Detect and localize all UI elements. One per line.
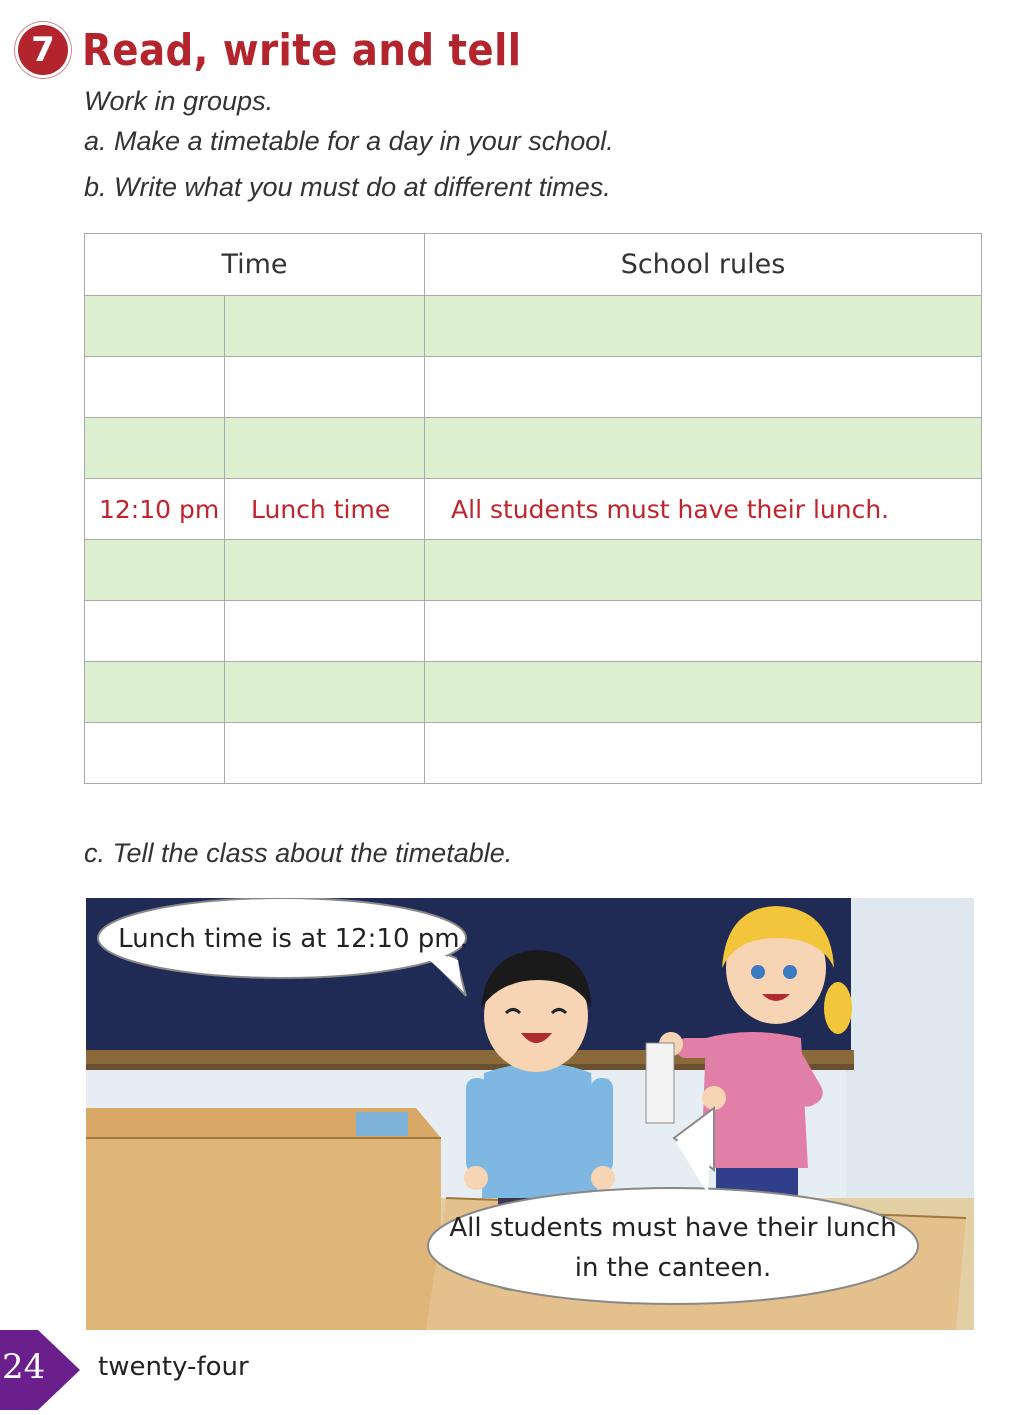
timetable-header-row bbox=[85, 234, 982, 296]
boy-speech-text: Lunch time is at 12:10 pm. bbox=[118, 924, 468, 954]
table-row bbox=[85, 601, 982, 662]
rule-cell[interactable] bbox=[425, 357, 982, 418]
table-row bbox=[85, 296, 982, 357]
instruction-b: b. Write what you must do at different times. bbox=[84, 172, 611, 202]
time-cell[interactable] bbox=[85, 662, 225, 723]
rule-cell[interactable] bbox=[425, 296, 982, 357]
activity-cell[interactable] bbox=[225, 723, 425, 784]
girl-speech-text-line2: in the canteen. bbox=[574, 1253, 772, 1283]
exercise-header bbox=[18, 22, 581, 78]
example-rule-cell: All students must have their lunch. bbox=[425, 479, 982, 540]
activity-cell[interactable] bbox=[225, 662, 425, 723]
rule-cell[interactable] bbox=[425, 601, 982, 662]
exercise-title: Read, write and tell bbox=[82, 24, 522, 76]
table-row bbox=[85, 418, 982, 479]
classroom-illustration bbox=[86, 898, 974, 1330]
instruction-a: a. Make a timetable for a day in your school. bbox=[84, 126, 614, 156]
example-activity-cell: Lunch time bbox=[225, 479, 425, 540]
activity-cell[interactable] bbox=[225, 296, 425, 357]
exercise-number-badge: 7 bbox=[18, 25, 68, 75]
table-row bbox=[85, 540, 982, 601]
girl-speech-text-line1: All students must have their lunch bbox=[449, 1213, 897, 1243]
school-rules-column-header: School rules bbox=[425, 234, 982, 296]
example-time-cell: 12:10 pm bbox=[85, 479, 225, 540]
rule-cell[interactable] bbox=[425, 540, 982, 601]
activity-cell[interactable] bbox=[225, 418, 425, 479]
table-row bbox=[85, 357, 982, 418]
page-number-word: twenty-four bbox=[98, 1352, 249, 1382]
time-cell[interactable] bbox=[85, 296, 225, 357]
instruction-c: c. Tell the class about the timetable. bbox=[84, 838, 513, 868]
time-cell[interactable] bbox=[85, 601, 225, 662]
page-number: 24 bbox=[2, 1347, 46, 1387]
activity-cell[interactable] bbox=[225, 540, 425, 601]
time-column-header: Time bbox=[85, 234, 425, 296]
table-row-example bbox=[85, 479, 982, 540]
rule-cell[interactable] bbox=[425, 418, 982, 479]
table-row bbox=[85, 662, 982, 723]
instruction-work-in-groups: Work in groups. bbox=[84, 86, 274, 116]
time-cell[interactable] bbox=[85, 357, 225, 418]
rule-cell[interactable] bbox=[425, 662, 982, 723]
timetable bbox=[84, 233, 982, 784]
rule-cell[interactable] bbox=[425, 723, 982, 784]
time-cell[interactable] bbox=[85, 540, 225, 601]
activity-cell[interactable] bbox=[225, 601, 425, 662]
time-cell[interactable] bbox=[85, 723, 225, 784]
activity-cell[interactable] bbox=[225, 357, 425, 418]
time-cell[interactable] bbox=[85, 418, 225, 479]
table-row bbox=[85, 723, 982, 784]
